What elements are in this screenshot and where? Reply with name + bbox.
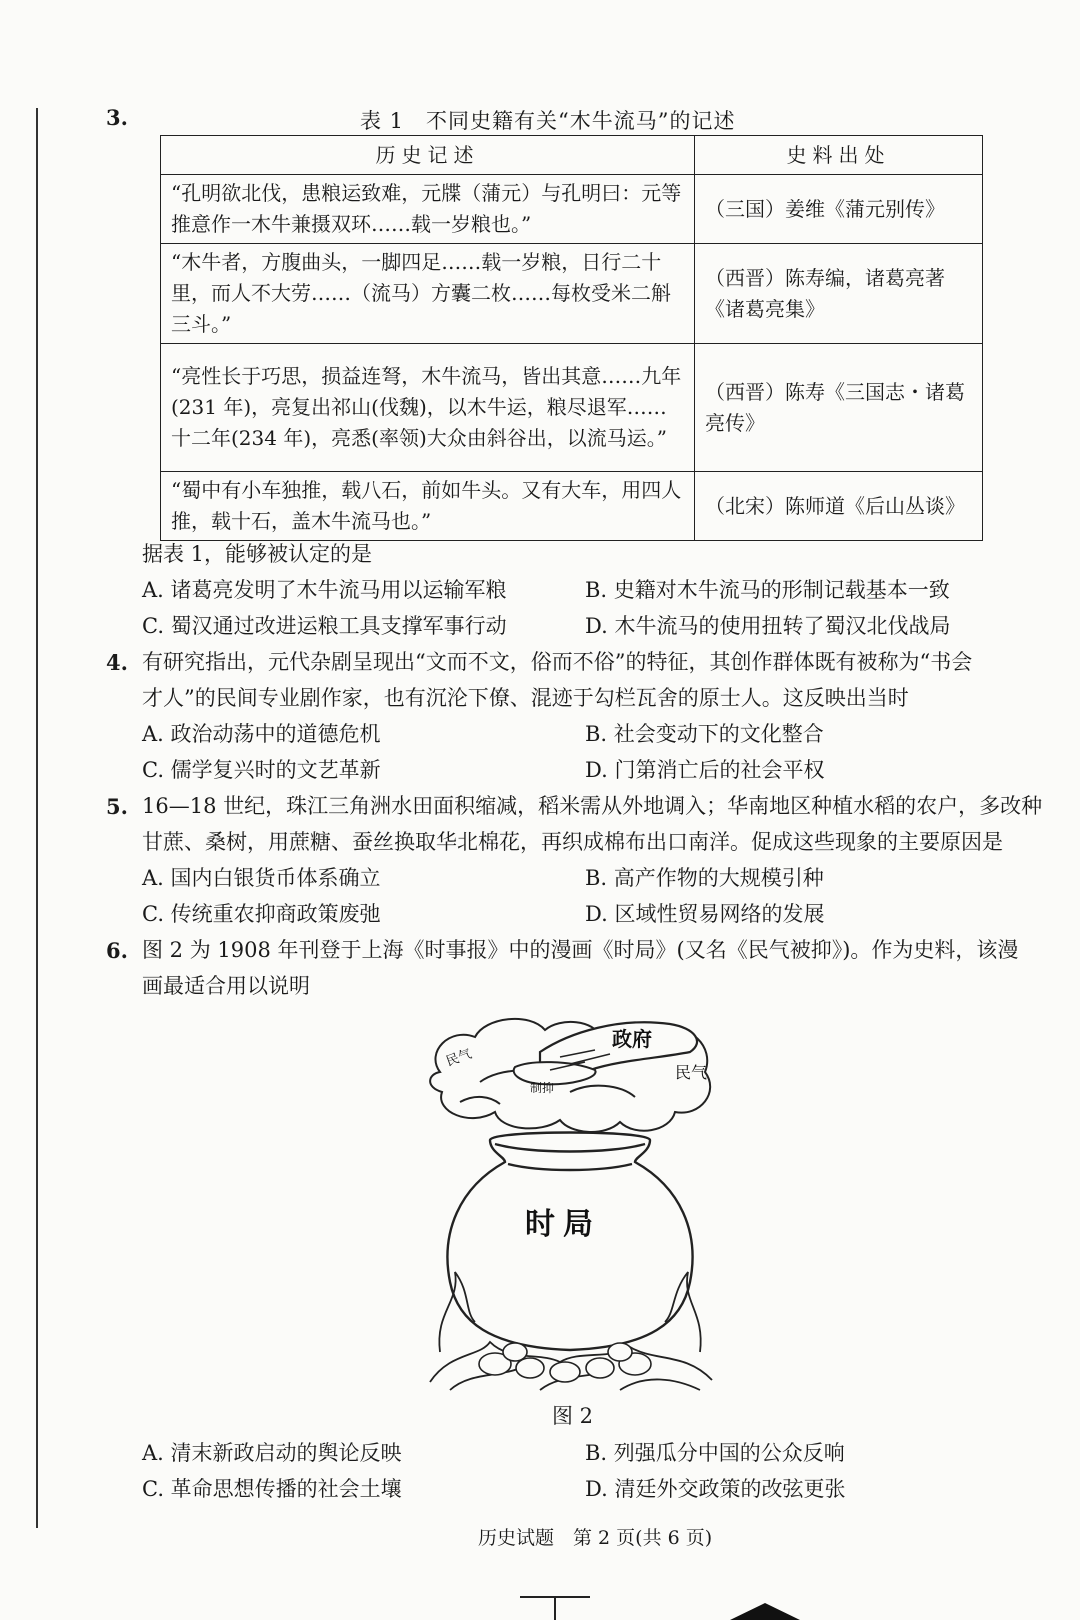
question-6-number: 6. [106, 938, 128, 963]
question-4-line-2: 才人”的民间专业剧作家，也有沉沦下僚、混迹于勾栏瓦舍的原士人。这反映出当时 [142, 686, 909, 710]
question-5-line-1: 16—18 世纪，珠江三角洲水田面积缩减，稻米需从外地调入；华南地区种植水稻的农户，多改种 [142, 794, 1043, 818]
label-government: 政府 [612, 1027, 652, 1051]
label-suppress: 制抑 [530, 1081, 555, 1095]
record-cell: “木牛者，方腹曲头，一脚四足……载一岁粮，日行二十里，而人不大劳……（流马）方囊二枚……每枚受米二斛三斗。” [161, 244, 695, 344]
q5-option-c[interactable]: C. 传统重农抑商政策废弛 [142, 902, 381, 926]
q5-option-b[interactable]: B. 高产作物的大规模引种 [585, 866, 824, 890]
question-3-stem: 据表 1，能够被认定的是 [142, 542, 373, 566]
record-cell: “孔明欲北伐，患粮运致难，元牒（蒲元）与孔明曰：元等推意作一木牛兼摄双环……载一岁粮也。” [161, 175, 695, 244]
question-6-line-1: 图 2 为 1908 年刊登于上海《时事报》中的漫画《时局》(又名《民气被抑》)。作为史料，该漫 [142, 938, 1019, 962]
q3-option-a[interactable]: A. 诸葛亮发明了木牛流马用以运输军粮 [142, 578, 507, 602]
record-cell: “亮性长于巧思，损益连弩，木牛流马，皆出其意……九年(231 年)，亮复出祁山(伐魏)，以木牛运，粮尽退军……十二年(234 年)，亮悉(率领)大众由斜谷出，以流马运。” [161, 344, 695, 472]
source-cell: （三国）姜维《蒲元别传》 [695, 175, 983, 244]
q6-option-d[interactable]: D. 清廷外交政策的改弦更张 [585, 1477, 846, 1501]
question-4-number: 4. [106, 650, 128, 675]
cartoon-shiju-figure [420, 1012, 720, 1392]
question-3-number: 3. [106, 105, 128, 130]
source-cell: （北宋）陈师道《后山丛谈》 [695, 472, 983, 541]
question-4-line-1: 有研究指出，元代杂剧呈现出“文而不文，俗而不俗”的特征，其创作群体既有被称为“书会 [142, 650, 973, 674]
q6-option-a[interactable]: A. 清末新政启动的舆论反映 [142, 1441, 402, 1465]
bottom-edge-decoration [0, 1585, 1080, 1620]
q5-option-a[interactable]: A. 国内白银货币体系确立 [142, 866, 381, 890]
source-cell: （西晋）陈寿《三国志・诸葛亮传》 [695, 344, 983, 472]
q6-option-b[interactable]: B. 列强瓜分中国的公众反响 [585, 1441, 845, 1465]
source-cell: （西晋）陈寿编，诸葛亮著《诸葛亮集》 [695, 244, 983, 344]
label-min-qi-left: 民气 [444, 1046, 474, 1070]
question-6-line-2: 画最适合用以说明 [142, 974, 310, 998]
q4-option-a[interactable]: A. 政治动荡中的道德危机 [142, 722, 381, 746]
q6-option-c[interactable]: C. 革命思想传播的社会土壤 [142, 1477, 402, 1501]
page-footer: 历史试题 第 2 页(共 6 页) [478, 1527, 713, 1549]
binding-margin-line [36, 108, 38, 1528]
table-1-title: 表 1 不同史籍有关“木牛流马”的记述 [360, 109, 736, 133]
q3-option-d[interactable]: D. 木牛流马的使用扭转了蜀汉北伐战局 [585, 614, 951, 638]
q5-option-d[interactable]: D. 区域性贸易网络的发展 [585, 902, 825, 926]
table-row [161, 175, 983, 244]
table-row [161, 472, 983, 541]
record-cell: “蜀中有小车独推，载八石，前如牛头。又有大车，用四人推，载十石，盖木牛流马也。” [161, 472, 695, 541]
q4-option-b[interactable]: B. 社会变动下的文化整合 [585, 722, 824, 746]
table-header-row [161, 136, 983, 175]
q3-option-b[interactable]: B. 史籍对木牛流马的形制记载基本一致 [585, 578, 950, 602]
question-5-number: 5. [106, 794, 128, 819]
figure-2-caption: 图 2 [552, 1404, 594, 1428]
label-min-qi-right: 民气 [675, 1063, 708, 1082]
table-row [161, 244, 983, 344]
q3-option-c[interactable]: C. 蜀汉通过改进运粮工具支撑军事行动 [142, 614, 507, 638]
header-source: 史料出处 [695, 136, 983, 175]
header-record: 历史记述 [161, 136, 695, 175]
q4-option-c[interactable]: C. 儒学复兴时的文艺革新 [142, 758, 381, 782]
label-jar-shiju: 时局 [525, 1207, 601, 1242]
q4-option-d[interactable]: D. 门第消亡后的社会平权 [585, 758, 825, 782]
history-records-table [160, 135, 983, 541]
question-5-line-2: 甘蔗、桑树，用蔗糖、蚕丝换取华北棉花，再织成棉布出口南洋。促成这些现象的主要原因是 [142, 830, 1003, 854]
table-row [161, 344, 983, 472]
